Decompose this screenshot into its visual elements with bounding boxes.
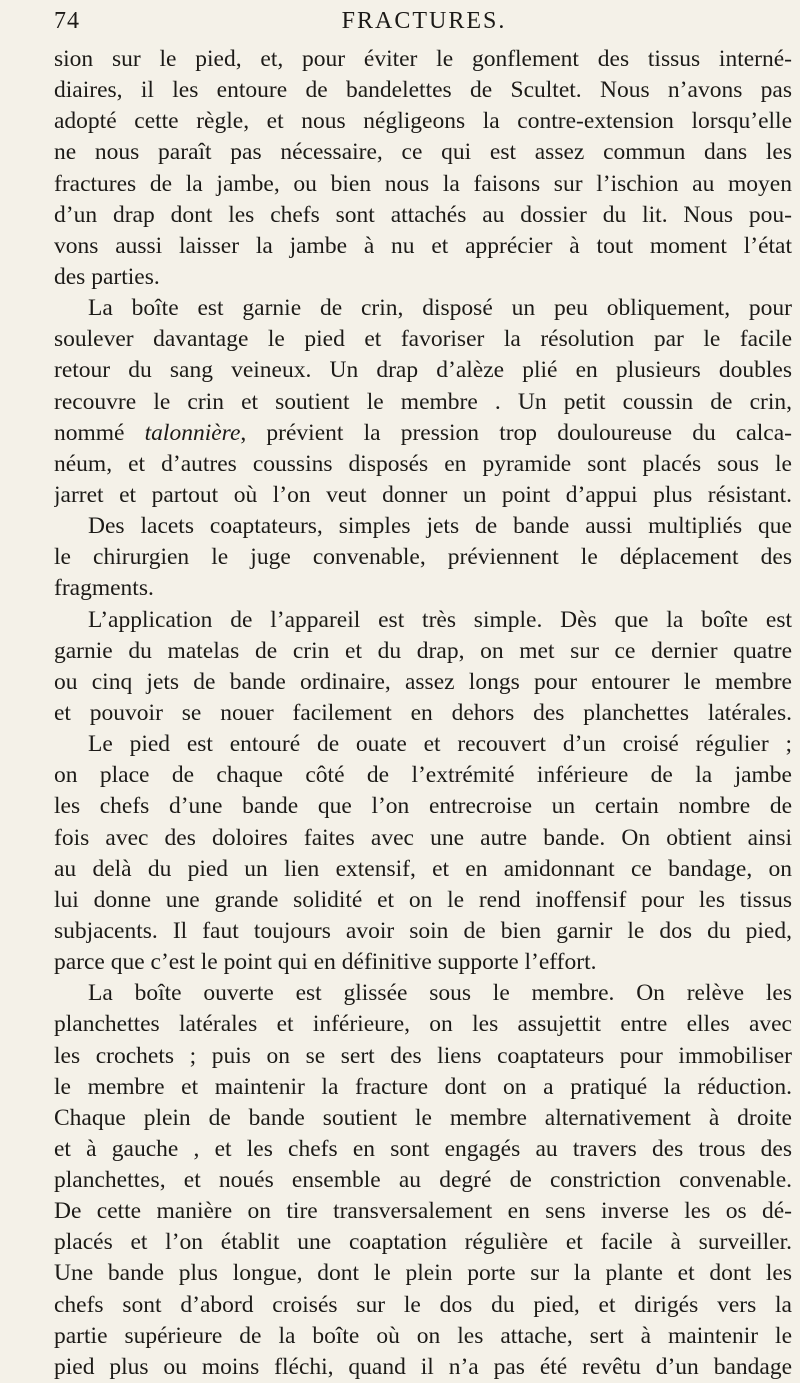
text-line: placés et l’on établit une coaptation régulière et facile à surveiller. [54, 1229, 792, 1256]
text-line: subjacents. Il faut toujours avoir soin de bien garnir le dos du pied, [54, 917, 792, 944]
italic-term: talonnière [144, 419, 241, 446]
text-line: adopté cette règle, et nous négligeons la contre-extension lorsqu’elle [54, 108, 792, 135]
running-head [54, 0, 792, 44]
text-line: Chaque plein de bande soutient le membre alternativement à droite [54, 1104, 792, 1131]
page-number: 74 [54, 8, 80, 34]
text-line: on place de chaque côté de l’extrémité inférieure de la jambe [54, 762, 792, 789]
text-line: jarret et partout où l’on veut donner un point d’appui plus résistant. [54, 481, 792, 508]
text-line: planchettes, et noués ensemble au degré de constriction convenable. [54, 1167, 792, 1194]
text-line: diaires, il les entoure de bandelettes de Scultet. Nous n’avons pas [54, 77, 792, 104]
text-line: vons aussi laisser la jambe à nu et apprécier à tout moment l’état [54, 232, 792, 259]
text-line: partie supérieure de la boîte où on les attache, sert à maintenir le [54, 1322, 792, 1349]
text-line: fois avec des doloires faites avec une autre bande. On obtient ainsi [54, 824, 792, 851]
text-line: sion sur le pied, et, pour éviter le gonflement des tissus interné- [54, 46, 792, 72]
text-line [54, 418, 792, 449]
text-line: ne nous paraît pas nécessaire, ce qui est assez commun dans les [54, 139, 792, 166]
text-line: Le pied est entouré de ouate et recouvert d’un croisé régulier ; [88, 731, 792, 758]
text-line: les crochets ; puis on se sert des liens coaptateurs pour immobiliser [54, 1042, 792, 1069]
text-line: L’application de l’appareil est très simple. Dès que la boîte est [88, 606, 792, 633]
text-line: le membre et maintenir la fracture dont on a pratiqué la réduction. [54, 1073, 792, 1100]
text-line: De cette manière on tire transversalement en sens inverse les os dé- [54, 1198, 792, 1225]
text-line: Une bande plus longue, dont le plein porte sur la plante et dont les [54, 1260, 792, 1287]
text-line: les chefs d’une bande que l’on entrecroise un certain nombre de [54, 793, 792, 820]
text-line: d’un drap dont les chefs sont attachés au dossier du lit. Nous pou- [54, 201, 792, 228]
text-line: et à gauche , et les chefs en sont engagés au travers des trous des [54, 1135, 792, 1162]
text-line: La boîte ouverte est glissée sous le membre. On relève les [88, 980, 792, 1007]
text-line: chefs sont d’abord croisés sur le dos du pied, et dirigés vers la [54, 1291, 792, 1318]
text-line: retour du sang veineux. Un drap d’alèze plié en plusieurs doubles [54, 357, 792, 384]
text-line: planchettes latérales et inférieure, on les assujettit entre elles avec [54, 1011, 792, 1038]
text-line: recouvre le crin et soutient le membre . Un petit coussin de crin, [54, 388, 792, 415]
text-line: au delà du pied un lien extensif, et en amidonnant ce bandage, on [54, 855, 792, 882]
text-line: fragments. [54, 575, 154, 602]
text-line: des parties. [54, 263, 160, 290]
text-line: pied plus ou moins fléchi, quand il n’a pas été revêtu d’un bandage [54, 1353, 792, 1380]
text-line: ou cinq jets de bande ordinaire, assez longs pour entourer le membre [54, 668, 792, 695]
text-segment: , prévient la pression trop douloureuse du calca- [240, 419, 792, 446]
text-line: soulever davantage le pied et favoriser la résolution par le facile [54, 326, 792, 353]
text-line: le chirurgien le juge convenable, préviennent le déplacement des [54, 544, 792, 571]
text-line: fractures de la jambe, ou bien nous la faisons sur l’ischion au moyen [54, 170, 792, 197]
running-title: FRACTURES. [341, 8, 507, 34]
body-text [54, 44, 792, 1383]
book-page [54, 0, 792, 1380]
text-line: lui donne une grande solidité et on le rend inoffensif pour les tissus [54, 886, 792, 913]
text-line: parce que c’est le point qui en définitive supporte l’effort. [54, 949, 597, 976]
text-segment: nommé [54, 419, 145, 446]
text-line: La boîte est garnie de crin, disposé un peu obliquement, pour [88, 295, 792, 322]
text-line: néum, et d’autres coussins disposés en pyramide sont placés sous le [54, 450, 792, 477]
text-line: Des lacets coaptateurs, simples jets de bande aussi multipliés que [88, 513, 792, 540]
text-line: et pouvoir se nouer facilement en dehors des planchettes latérales. [54, 699, 792, 726]
text-line: garnie du matelas de crin et du drap, on met sur ce dernier quatre [54, 637, 792, 664]
